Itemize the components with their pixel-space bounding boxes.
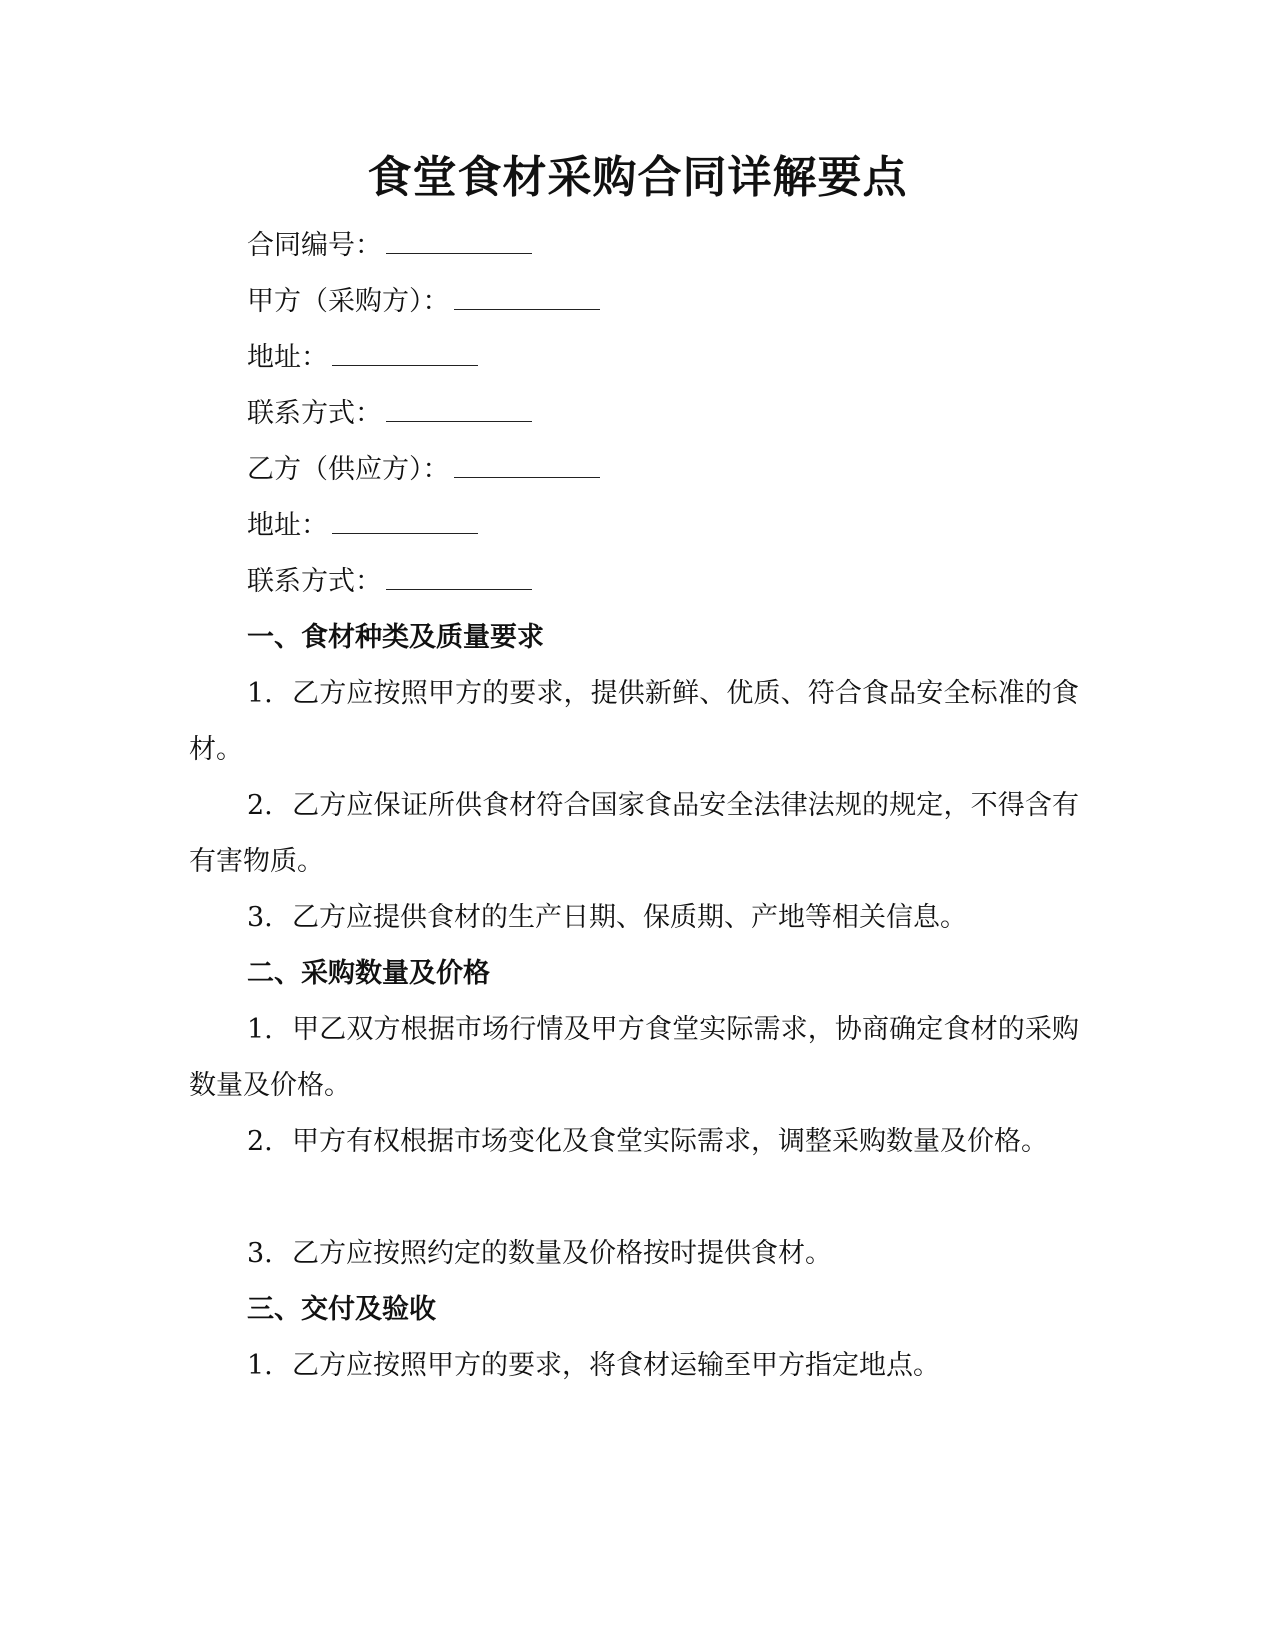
clause-paragraph	[189, 890, 1079, 946]
clause-text: 乙方应按照甲方的要求，将食材运输至甲方指定地点。	[292, 1350, 940, 1381]
field-label: 乙方（供应方）：	[247, 454, 450, 485]
blank-line	[332, 507, 478, 534]
clause-text: 乙方应按照约定的数量及价格按时提供食材。	[292, 1238, 832, 1269]
clause-number: 1.	[247, 678, 273, 709]
field-party-b-address	[247, 506, 478, 546]
field-label: 地址：	[247, 342, 328, 373]
clause-paragraph	[189, 666, 1079, 778]
blank-line	[332, 339, 478, 366]
clause-number: 1.	[247, 1014, 273, 1045]
field-contract-number	[247, 226, 532, 266]
clause-text: 甲方有权根据市场变化及食堂实际需求，调整采购数量及价格。	[292, 1126, 1048, 1157]
clause-paragraph	[189, 1226, 1079, 1282]
clause-number: 2.	[247, 1126, 273, 1157]
blank-line	[386, 563, 532, 590]
field-label: 联系方式：	[247, 566, 382, 597]
clause-paragraph	[189, 1114, 1079, 1170]
field-label: 联系方式：	[247, 398, 382, 429]
field-party-a-contact	[247, 394, 532, 434]
clause-paragraph	[189, 1002, 1079, 1114]
field-label: 地址：	[247, 510, 328, 541]
clause-text: 乙方应按照甲方的要求，提供新鲜、优质、符合食品安全标准的食材。	[189, 678, 1079, 765]
clause-number: 3.	[247, 1238, 273, 1269]
clause-number: 2.	[247, 790, 273, 821]
field-party-a-address	[247, 338, 478, 378]
blank-line	[454, 451, 600, 478]
field-party-b	[247, 450, 600, 490]
section-heading: 二、采购数量及价格	[247, 958, 490, 989]
field-party-a	[247, 282, 600, 322]
blank-line	[386, 227, 532, 254]
field-party-b-contact	[247, 562, 532, 602]
clause-paragraph	[189, 778, 1079, 890]
clause-text: 甲乙双方根据市场行情及甲方食堂实际需求，协商确定食材的采购数量及价格。	[189, 1014, 1079, 1101]
clause-text: 乙方应保证所供食材符合国家食品安全法律法规的规定，不得含有有害物质。	[189, 790, 1079, 877]
blank-line	[454, 283, 600, 310]
field-label: 甲方（采购方）：	[247, 286, 450, 317]
blank-line	[386, 395, 532, 422]
clause-paragraph	[189, 1338, 1079, 1394]
clause-number: 3.	[247, 902, 273, 933]
section-heading: 一、食材种类及质量要求	[247, 622, 544, 653]
section-heading: 三、交付及验收	[247, 1294, 436, 1325]
clause-text: 乙方应提供食材的生产日期、保质期、产地等相关信息。	[292, 902, 967, 933]
document-title: 食堂食材采购合同详解要点	[367, 152, 908, 203]
field-label: 合同编号：	[247, 230, 382, 261]
clause-number: 1.	[247, 1350, 273, 1381]
